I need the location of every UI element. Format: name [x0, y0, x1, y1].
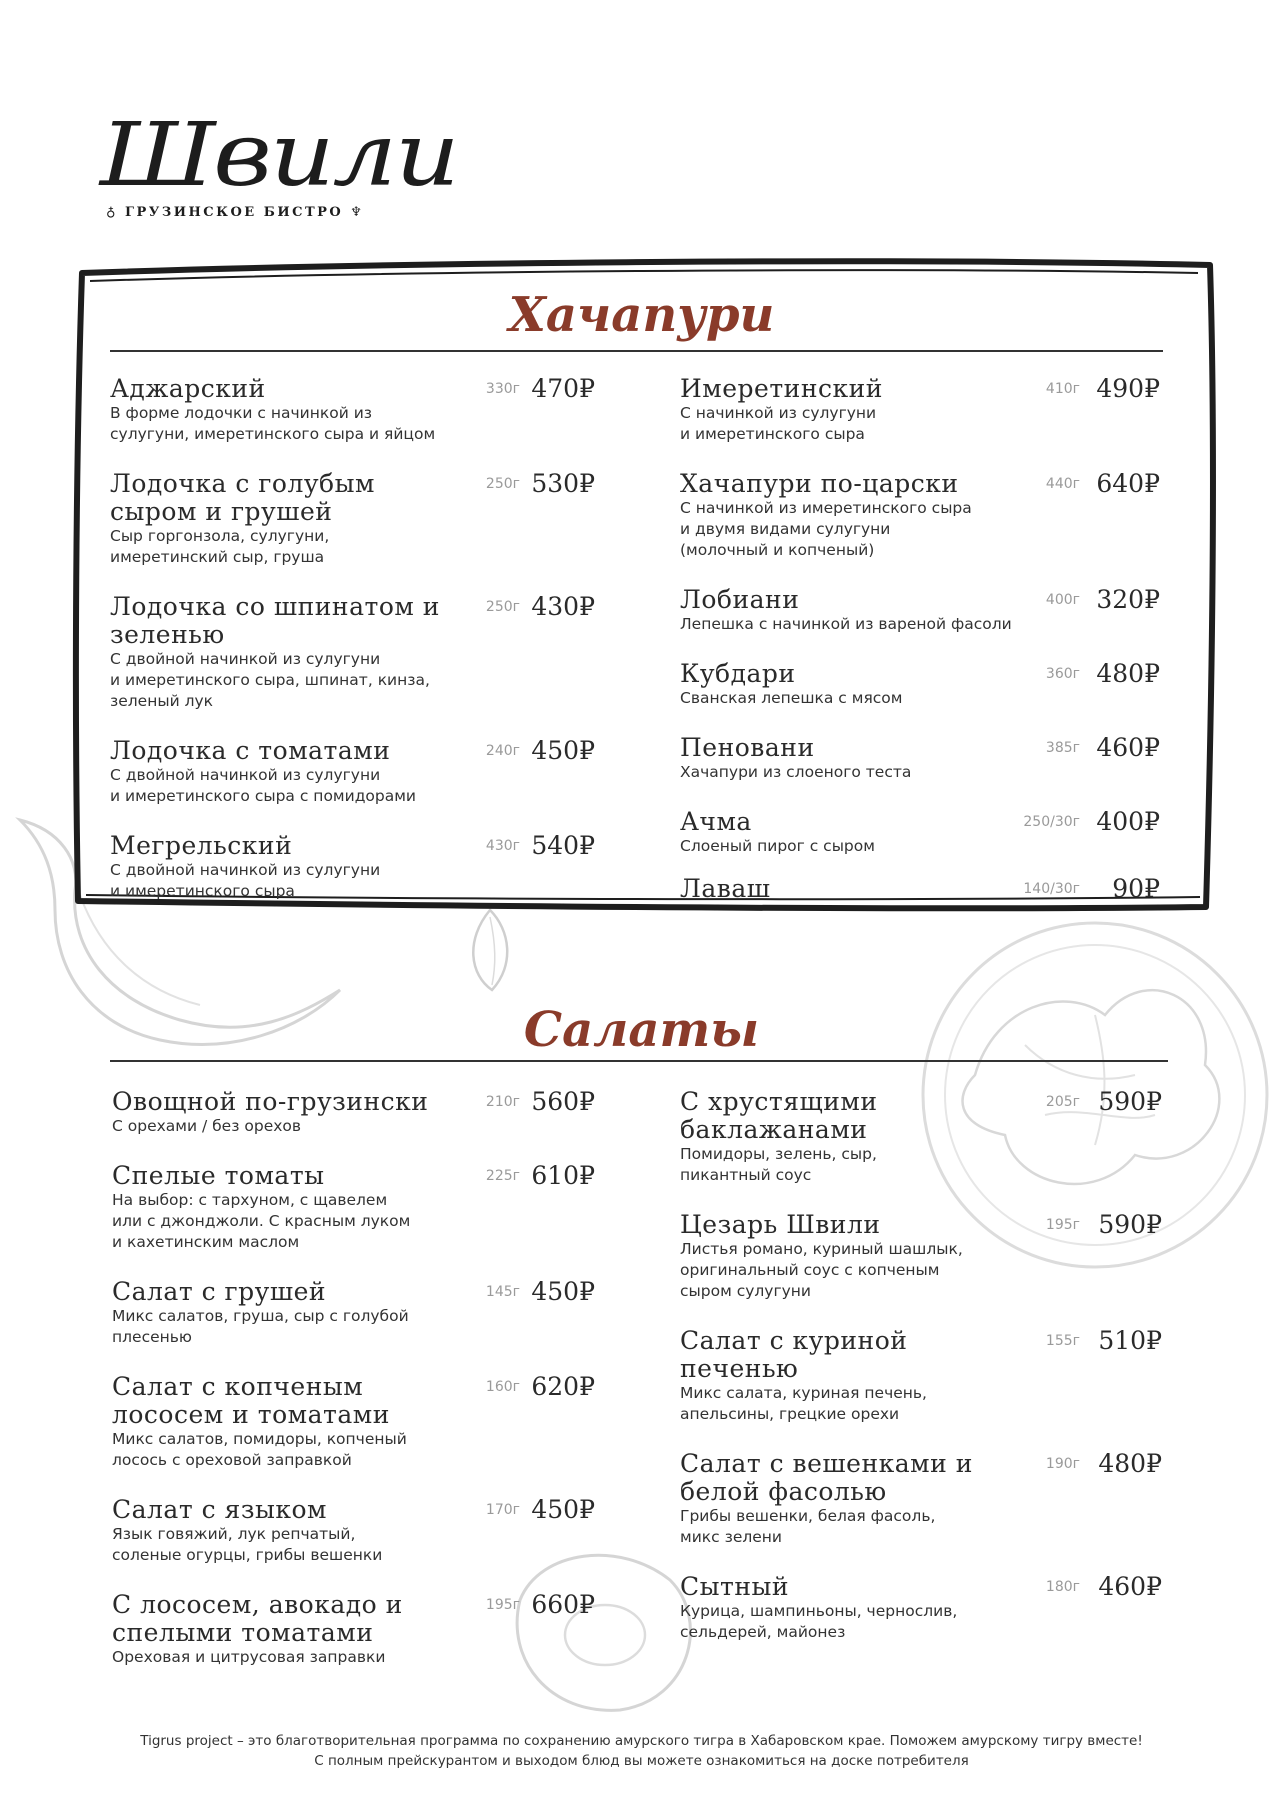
menu-item-weight: 170г — [485, 1502, 520, 1518]
menu-item-name: Лаваш — [680, 874, 771, 903]
menu-item — [110, 737, 600, 807]
menu-item-name: Цезарь Швили — [680, 1210, 881, 1239]
chef-hat-icon: ♁ — [106, 205, 119, 220]
menu-item-description: Микс салата, куриная печень, — [680, 1384, 927, 1402]
menu-item-weight: 190г — [1045, 1456, 1080, 1472]
menu-item-price: 640₽ — [1096, 469, 1160, 498]
menu-item-price: 460₽ — [1096, 733, 1160, 762]
menu-item-description: Лепешка с начинкой из вареной фасоли — [680, 615, 1012, 633]
menu-item-description: сельдерей, майонез — [680, 1623, 846, 1641]
menu-item — [110, 375, 600, 445]
salads-divider — [110, 1060, 1168, 1062]
menu-item — [110, 593, 600, 712]
menu-item-name: Салат с вешенками и белой фасолью — [680, 1449, 973, 1506]
menu-item-weight: 205г — [1045, 1094, 1080, 1110]
menu-item-description: С начинкой из сулугуни — [680, 404, 877, 422]
menu-item-price: 460₽ — [1098, 1572, 1162, 1601]
menu-item-name: Салат с грушей — [112, 1277, 327, 1306]
menu-item — [680, 470, 1165, 561]
menu-item-price: 660₽ — [531, 1590, 595, 1619]
menu-item-weight: 430г — [485, 838, 520, 854]
footer-pricelist-note: С полным прейскурантом и выходом блюд вы можете ознакомиться на доске потребителя — [314, 1753, 969, 1769]
menu-item-description: Помидоры, зелень, сыр, — [680, 1145, 877, 1163]
menu-item — [680, 375, 1165, 445]
menu-item-price: 470₽ — [531, 374, 595, 403]
menu-item-weight: 180г — [1045, 1579, 1080, 1595]
menu-item-weight: 210г — [485, 1094, 520, 1110]
menu-item-price: 560₽ — [531, 1087, 595, 1116]
menu-item-name: Овощной по-грузински — [112, 1087, 429, 1116]
menu-item-price: 480₽ — [1096, 659, 1160, 688]
menu-item-name: Сытный — [680, 1572, 790, 1601]
menu-item-description: Сыр горгонзола, сулугуни, — [110, 527, 330, 545]
menu-item-weight: 360г — [1045, 666, 1080, 682]
wine-glass-icon: ♆ — [350, 205, 365, 220]
menu-item-price: 490₽ — [1096, 374, 1160, 403]
menu-item-weight: 250/30г — [1023, 814, 1080, 830]
menu-item-description: пикантный соус — [680, 1166, 812, 1184]
menu-item-weight: 240г — [485, 743, 520, 759]
menu-item-name: Мегрельский — [110, 831, 293, 860]
menu-item-name: Лодочка с томатами — [110, 736, 391, 765]
menu-item-price: 480₽ — [1098, 1449, 1162, 1478]
menu-item-description: (молочный и копченый) — [680, 541, 875, 559]
menu-item-description: зеленый лук — [110, 692, 214, 710]
menu-item-description: Слоеный пирог с сыром — [680, 837, 875, 855]
khachapuri-left-column — [110, 375, 600, 902]
menu-item-description: Хачапури из слоеного теста — [680, 763, 912, 781]
menu-item — [110, 832, 600, 902]
menu-item-description: и имеретинского сыра, шпинат, кинза, — [110, 671, 430, 689]
menu-item-description: Листья романо, куриный шашлык, — [680, 1240, 963, 1258]
menu-item-description: Микс салатов, груша, сыр с голубой — [112, 1307, 409, 1325]
menu-item-price: 590₽ — [1098, 1087, 1162, 1116]
menu-item-description: Ореховая и цитрусовая заправки — [112, 1648, 386, 1666]
menu-item-weight: 225г — [485, 1168, 520, 1184]
menu-item-description: Грибы вешенки, белая фасоль, — [680, 1507, 936, 1525]
khachapuri-right-column — [680, 375, 1165, 903]
menu-item-description: Язык говяжий, лук репчатый, — [112, 1525, 356, 1543]
menu-item-description: С двойной начинкой из сулугуни — [110, 766, 381, 784]
menu-item-description: В форме лодочки с начинкой из — [110, 404, 373, 422]
menu-item-name: Аджарский — [110, 374, 266, 403]
menu-item — [110, 470, 600, 568]
menu-item-description: имеретинский сыр, груша — [110, 548, 325, 566]
menu-item-weight: 160г — [485, 1379, 520, 1395]
menu-item-description: Курица, шампиньоны, чернослив, — [680, 1602, 958, 1620]
menu-item-name: Хачапури по-царски — [680, 469, 959, 498]
menu-item — [680, 734, 1165, 783]
menu-item-weight: 400г — [1045, 592, 1080, 608]
menu-item-price: 540₽ — [531, 831, 595, 860]
tagline-text: ГРУЗИНСКОЕ БИСТРО — [125, 205, 344, 220]
menu-item-description: и двумя видами сулугуни — [680, 520, 891, 538]
menu-item-description: или с джонджоли. С красным луком — [112, 1212, 411, 1230]
menu-item — [112, 1591, 597, 1668]
salads-right-column — [680, 1088, 1165, 1643]
menu-item-name: Салат с куриной печенью — [680, 1326, 908, 1383]
menu-item — [680, 1327, 1165, 1425]
menu-item — [680, 660, 1165, 709]
khachapuri-title: Хачапури — [508, 287, 775, 343]
menu-item-weight: 410г — [1045, 381, 1080, 397]
menu-item-price: 90₽ — [1112, 874, 1160, 903]
menu-item-weight: 195г — [485, 1597, 520, 1613]
menu-item — [112, 1162, 597, 1253]
menu-item-name: С лососем, авокадо и спелыми томатами — [112, 1590, 403, 1647]
menu-item-weight: 195г — [1045, 1217, 1080, 1233]
menu-item-weight: 250г — [485, 599, 520, 615]
menu-item-description: и кахетинским маслом — [112, 1233, 300, 1251]
menu-item-description: и имеретинского сыра с помидорами — [110, 787, 416, 805]
menu-item-price: 620₽ — [531, 1372, 595, 1401]
menu-item-name: Кубдари — [680, 659, 796, 688]
menu-item — [112, 1373, 597, 1471]
menu-item-price: 450₽ — [531, 736, 595, 765]
menu-item — [112, 1088, 597, 1137]
menu-item-description: сыром сулугуни — [680, 1282, 812, 1300]
menu-item — [680, 1573, 1165, 1643]
menu-item-name: Салат с языком — [112, 1495, 327, 1524]
menu-item-weight: 250г — [485, 476, 520, 492]
menu-item — [680, 875, 1165, 903]
menu-item-name: Лобиани — [680, 585, 800, 614]
menu-item-price: 530₽ — [531, 469, 595, 498]
menu-item-price: 510₽ — [1098, 1326, 1162, 1355]
menu-item-price: 320₽ — [1096, 585, 1160, 614]
menu-item-weight: 440г — [1045, 476, 1080, 492]
khachapuri-divider — [110, 350, 1163, 352]
menu-item-name: Имеретинский — [680, 374, 883, 403]
menu-item-weight: 155г — [1045, 1333, 1080, 1349]
menu-item-price: 610₽ — [531, 1161, 595, 1190]
menu-item-price: 430₽ — [531, 592, 595, 621]
menu-item-description: На выбор: с тархуном, с щавелем — [112, 1191, 388, 1209]
menu-item-price: 400₽ — [1096, 807, 1160, 836]
menu-item-description: С двойной начинкой из сулугуни — [110, 650, 381, 668]
menu-item-price: 450₽ — [531, 1277, 595, 1306]
brand-logo — [100, 103, 458, 225]
menu-item-description: микс зелени — [680, 1528, 783, 1546]
menu-item-description: и имеретинского сыра — [680, 425, 865, 443]
menu-item — [680, 586, 1165, 635]
menu-item-description: С начинкой из имеретинского сыра — [680, 499, 972, 517]
menu-item-weight: 140/30г — [1023, 881, 1080, 897]
menu-item-price: 590₽ — [1098, 1210, 1162, 1239]
menu-item-name: Пеновани — [680, 733, 815, 762]
menu-item-description: Микс салатов, помидоры, копченый — [112, 1430, 407, 1448]
menu-item-name: Лодочка с голубым сыром и грушей — [110, 469, 375, 526]
seed-sketch — [460, 905, 520, 995]
salads-left-column — [112, 1088, 597, 1668]
menu-item-description: сулугуни, имеретинского сыра и яйцом — [110, 425, 436, 443]
menu-item — [680, 1211, 1165, 1302]
logo-tagline — [106, 205, 364, 220]
menu-item-price: 450₽ — [531, 1495, 595, 1524]
menu-item-name: Салат с копченым лососем и томатами — [112, 1372, 390, 1429]
menu-item-name: Ачма — [680, 807, 752, 836]
menu-item — [112, 1496, 597, 1566]
menu-item-description: апельсины, грецкие орехи — [680, 1405, 900, 1423]
menu-item-description: С орехами / без орехов — [112, 1117, 302, 1135]
menu-item-description: оригинальный соус с копченым — [680, 1261, 940, 1279]
menu-item-description: и имеретинского сыра — [110, 882, 295, 900]
salads-title: Салаты — [523, 1002, 760, 1058]
menu-item-description: С двойной начинкой из сулугуни — [110, 861, 381, 879]
menu-item — [112, 1278, 597, 1348]
menu-item-description: соленые огурцы, грибы вешенки — [112, 1546, 383, 1564]
footer-charity-note: Tigrus project – это благотворительная программа по сохранению амурского тигра в Хабаровском крае. Поможем амурскому тигру вместе! — [140, 1733, 1143, 1749]
logo-wordmark: Швили — [100, 103, 458, 206]
menu-item — [680, 1450, 1165, 1548]
menu-item-description: лосось с ореховой заправкой — [112, 1451, 352, 1469]
menu-item — [680, 1088, 1165, 1186]
menu-item-weight: 385г — [1045, 740, 1080, 756]
menu-item-name: С хрустящими баклажанами — [680, 1087, 878, 1144]
menu-item-description: плесенью — [112, 1328, 192, 1346]
menu-item-description: Сванская лепешка с мясом — [680, 689, 903, 707]
menu-item-name: Лодочка со шпинатом и зеленью — [110, 592, 440, 649]
menu-item-weight: 145г — [485, 1284, 520, 1300]
menu-item-name: Спелые томаты — [112, 1161, 325, 1190]
menu-item-weight: 330г — [485, 381, 520, 397]
menu-item — [680, 808, 1165, 857]
